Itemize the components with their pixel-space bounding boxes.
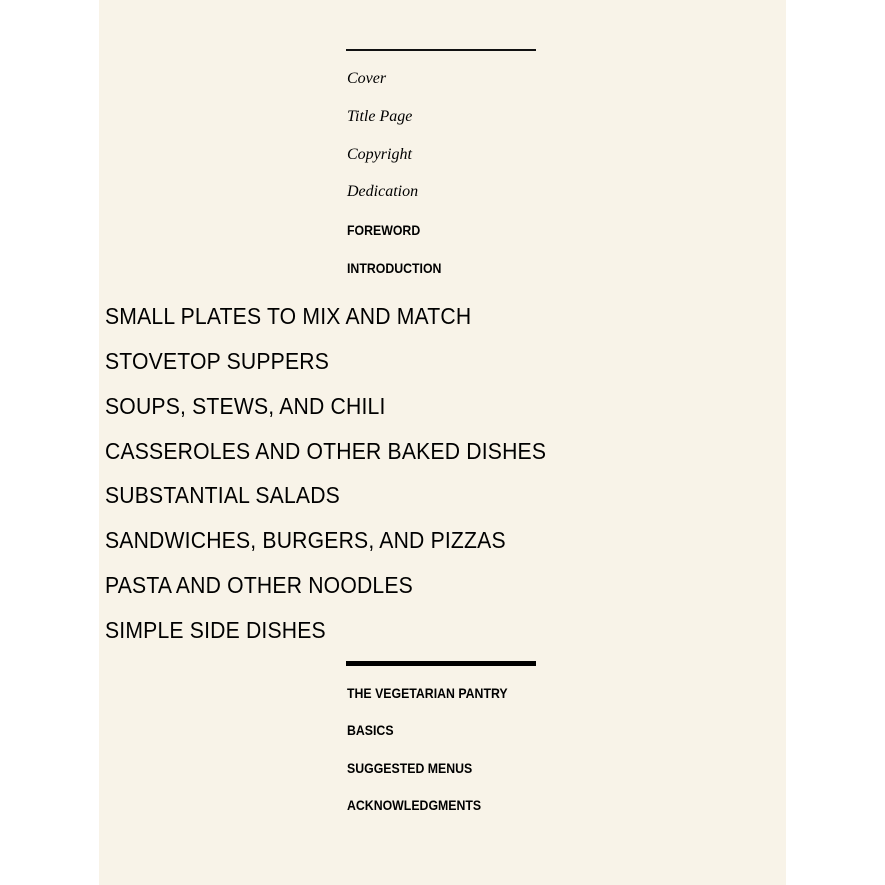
toc-link-cover[interactable]: Cover bbox=[347, 70, 387, 87]
toc-chapter-stovetop-suppers[interactable]: STOVETOP SUPPERS bbox=[105, 348, 330, 374]
toc-chapter-sandwiches[interactable]: SANDWICHES, BURGERS, AND PIZZAS bbox=[105, 527, 506, 553]
toc-chapter-side-dishes[interactable]: SIMPLE SIDE DISHES bbox=[105, 617, 326, 643]
toc-chapter-soups-stews-chili[interactable]: SOUPS, STEWS, AND CHILI bbox=[105, 393, 386, 419]
toc-link-dedication[interactable]: Dedication bbox=[347, 183, 419, 200]
toc-link-title-page[interactable]: Title Page bbox=[347, 108, 413, 125]
toc-page bbox=[99, 0, 786, 885]
toc-link-basics[interactable]: BASICS bbox=[347, 722, 394, 738]
toc-chapter-salads[interactable]: SUBSTANTIAL SALADS bbox=[105, 482, 340, 508]
toc-link-foreword[interactable]: FOREWORD bbox=[347, 222, 421, 238]
toc-link-vegetarian-pantry[interactable]: THE VEGETARIAN PANTRY bbox=[347, 685, 508, 701]
toc-link-acknowledgments[interactable]: ACKNOWLEDGMENTS bbox=[347, 797, 482, 813]
toc-chapter-casseroles[interactable]: CASSEROLES AND OTHER BAKED DISHES bbox=[105, 438, 547, 464]
toc-link-suggested-menus[interactable]: SUGGESTED MENUS bbox=[347, 760, 473, 776]
toc-chapter-small-plates[interactable]: SMALL PLATES TO MIX AND MATCH bbox=[105, 303, 472, 329]
toc-link-copyright[interactable]: Copyright bbox=[347, 146, 412, 163]
toc-chapter-pasta[interactable]: PASTA AND OTHER NOODLES bbox=[105, 572, 413, 598]
bottom-divider bbox=[346, 661, 536, 666]
top-divider bbox=[346, 49, 536, 51]
toc-link-introduction[interactable]: INTRODUCTION bbox=[347, 260, 442, 276]
